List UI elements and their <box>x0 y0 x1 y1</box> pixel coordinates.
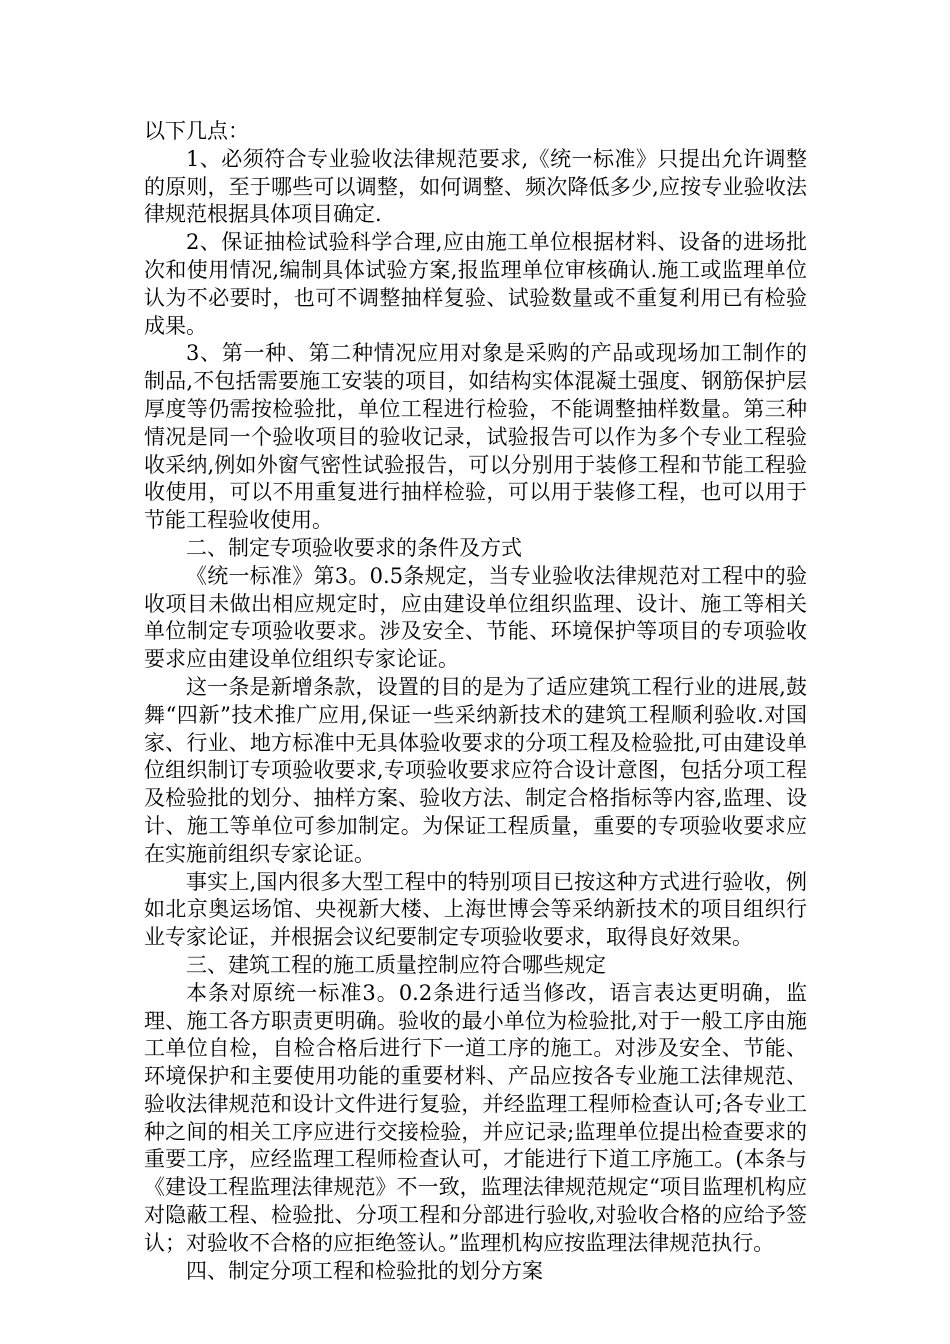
paragraph: 事实上,国内很多大型工程中的特别项目已按这种方式进行验收，例如北京奥运场馆、央视新大楼、上海世博会等采纳新技术的项目组织行业专家论证，并根据会议纪要制定专项验收要求，取得良好效果。 <box>144 869 807 950</box>
paragraph: 《统一标准》第3。0.5条规定，当专业验收法律规范对工程中的验收项目未做出相应规定时，应由建设单位组织监理、设计、施工等相关单位制定专项验收要求。涉及安全、节能、环境保护等项目的专项验收要求应由建设单位组织专家论证。 <box>144 563 807 672</box>
section-heading: 三、建筑工程的施工质量控制应符合哪些规定 <box>186 952 606 977</box>
paragraph: 3、第一种、第二种情况应用对象是采购的产品或现场加工制作的制品,不包括需要施工安装的项目，如结构实体混凝土强度、钢筋保护层厚度等仍需按检验批，单位工程进行检验，不能调整抽样数量。第三种情况是同一个验收项目的验收记录，试验报告可以作为多个专业工程验收采纳,例如外窗气密性试验报告，可以分别用于装修工程和节能工程验收使用，可以不用重复进行抽样检验，可以用于装修工程，也可以用于节能工程验收使用。 <box>144 341 807 533</box>
paragraph: 2、保证抽检试验科学合理,应由施工单位根据材料、设备的进场批次和使用情况,编制具体试验方案,报监理单位审核确认.施工或监理单位认为不必要时，也可不调整抽样复验、试验数量或不重复利用已有检验成果。 <box>144 230 807 338</box>
document-page <box>144 118 807 1285</box>
section-heading: 四、制定分项工程和检验批的划分方案 <box>186 1258 543 1283</box>
paragraph: 这一条是新增条款，设置的目的是为了适应建筑工程行业的进展,鼓舞“四新”技术推广应用,保证一些采纳新技术的建筑工程顺利验收.对国家、行业、地方标准中无具体验收要求的分项工程及检验批,可由建设单位组织制订专项验收要求,专项验收要求应符合设计意图，包括分项工程及检验批的划分、抽样方案、验收方法、制定合格指标等内容,监理、设计、施工等单位可参加制定。为保证工程质量，重要的专项验收要求应在实施前组织专家论证。 <box>144 674 807 866</box>
paragraph: 本条对原统一标准3。0.2条进行适当修改，语言表达更明确，监理、施工各方职责更明确。验收的最小单位为检验批,对于一般工序由施工单位自检，自检合格后进行下一道工序的施工。对涉及安全、节能、环境保护和主要使用功能的重要材料、产品应按各专业施工法律规范、验收法律规范和设计文件进行复验，并经监理工程师检查认可;各专业工种之间的相关工序应进行交接检验，并应记录;监理单位提出检查要求的重要工序，应经监理工程师检查认可，才能进行下道工序施工。(本条与《建设工程监理法律规范》不一致，监理法律规范规定“项目监理机构应对隐蔽工程、检验批、分项工程和分部进行验收,对验收合格的应给予签认；对验收不合格的应拒绝签认。”监理机构应按监理法律规范执行。 <box>144 980 807 1255</box>
paragraph: 以下几点： <box>144 119 249 143</box>
section-heading: 二、制定专项验收要求的条件及方式 <box>186 535 522 560</box>
paragraph: 1、必须符合专业验收法律规范要求,《统一标准》只提出允许调整的原则，至于哪些可以调整，如何调整、频次降低多少,应按专业验收法律规范根据具体项目确定. <box>144 146 807 227</box>
